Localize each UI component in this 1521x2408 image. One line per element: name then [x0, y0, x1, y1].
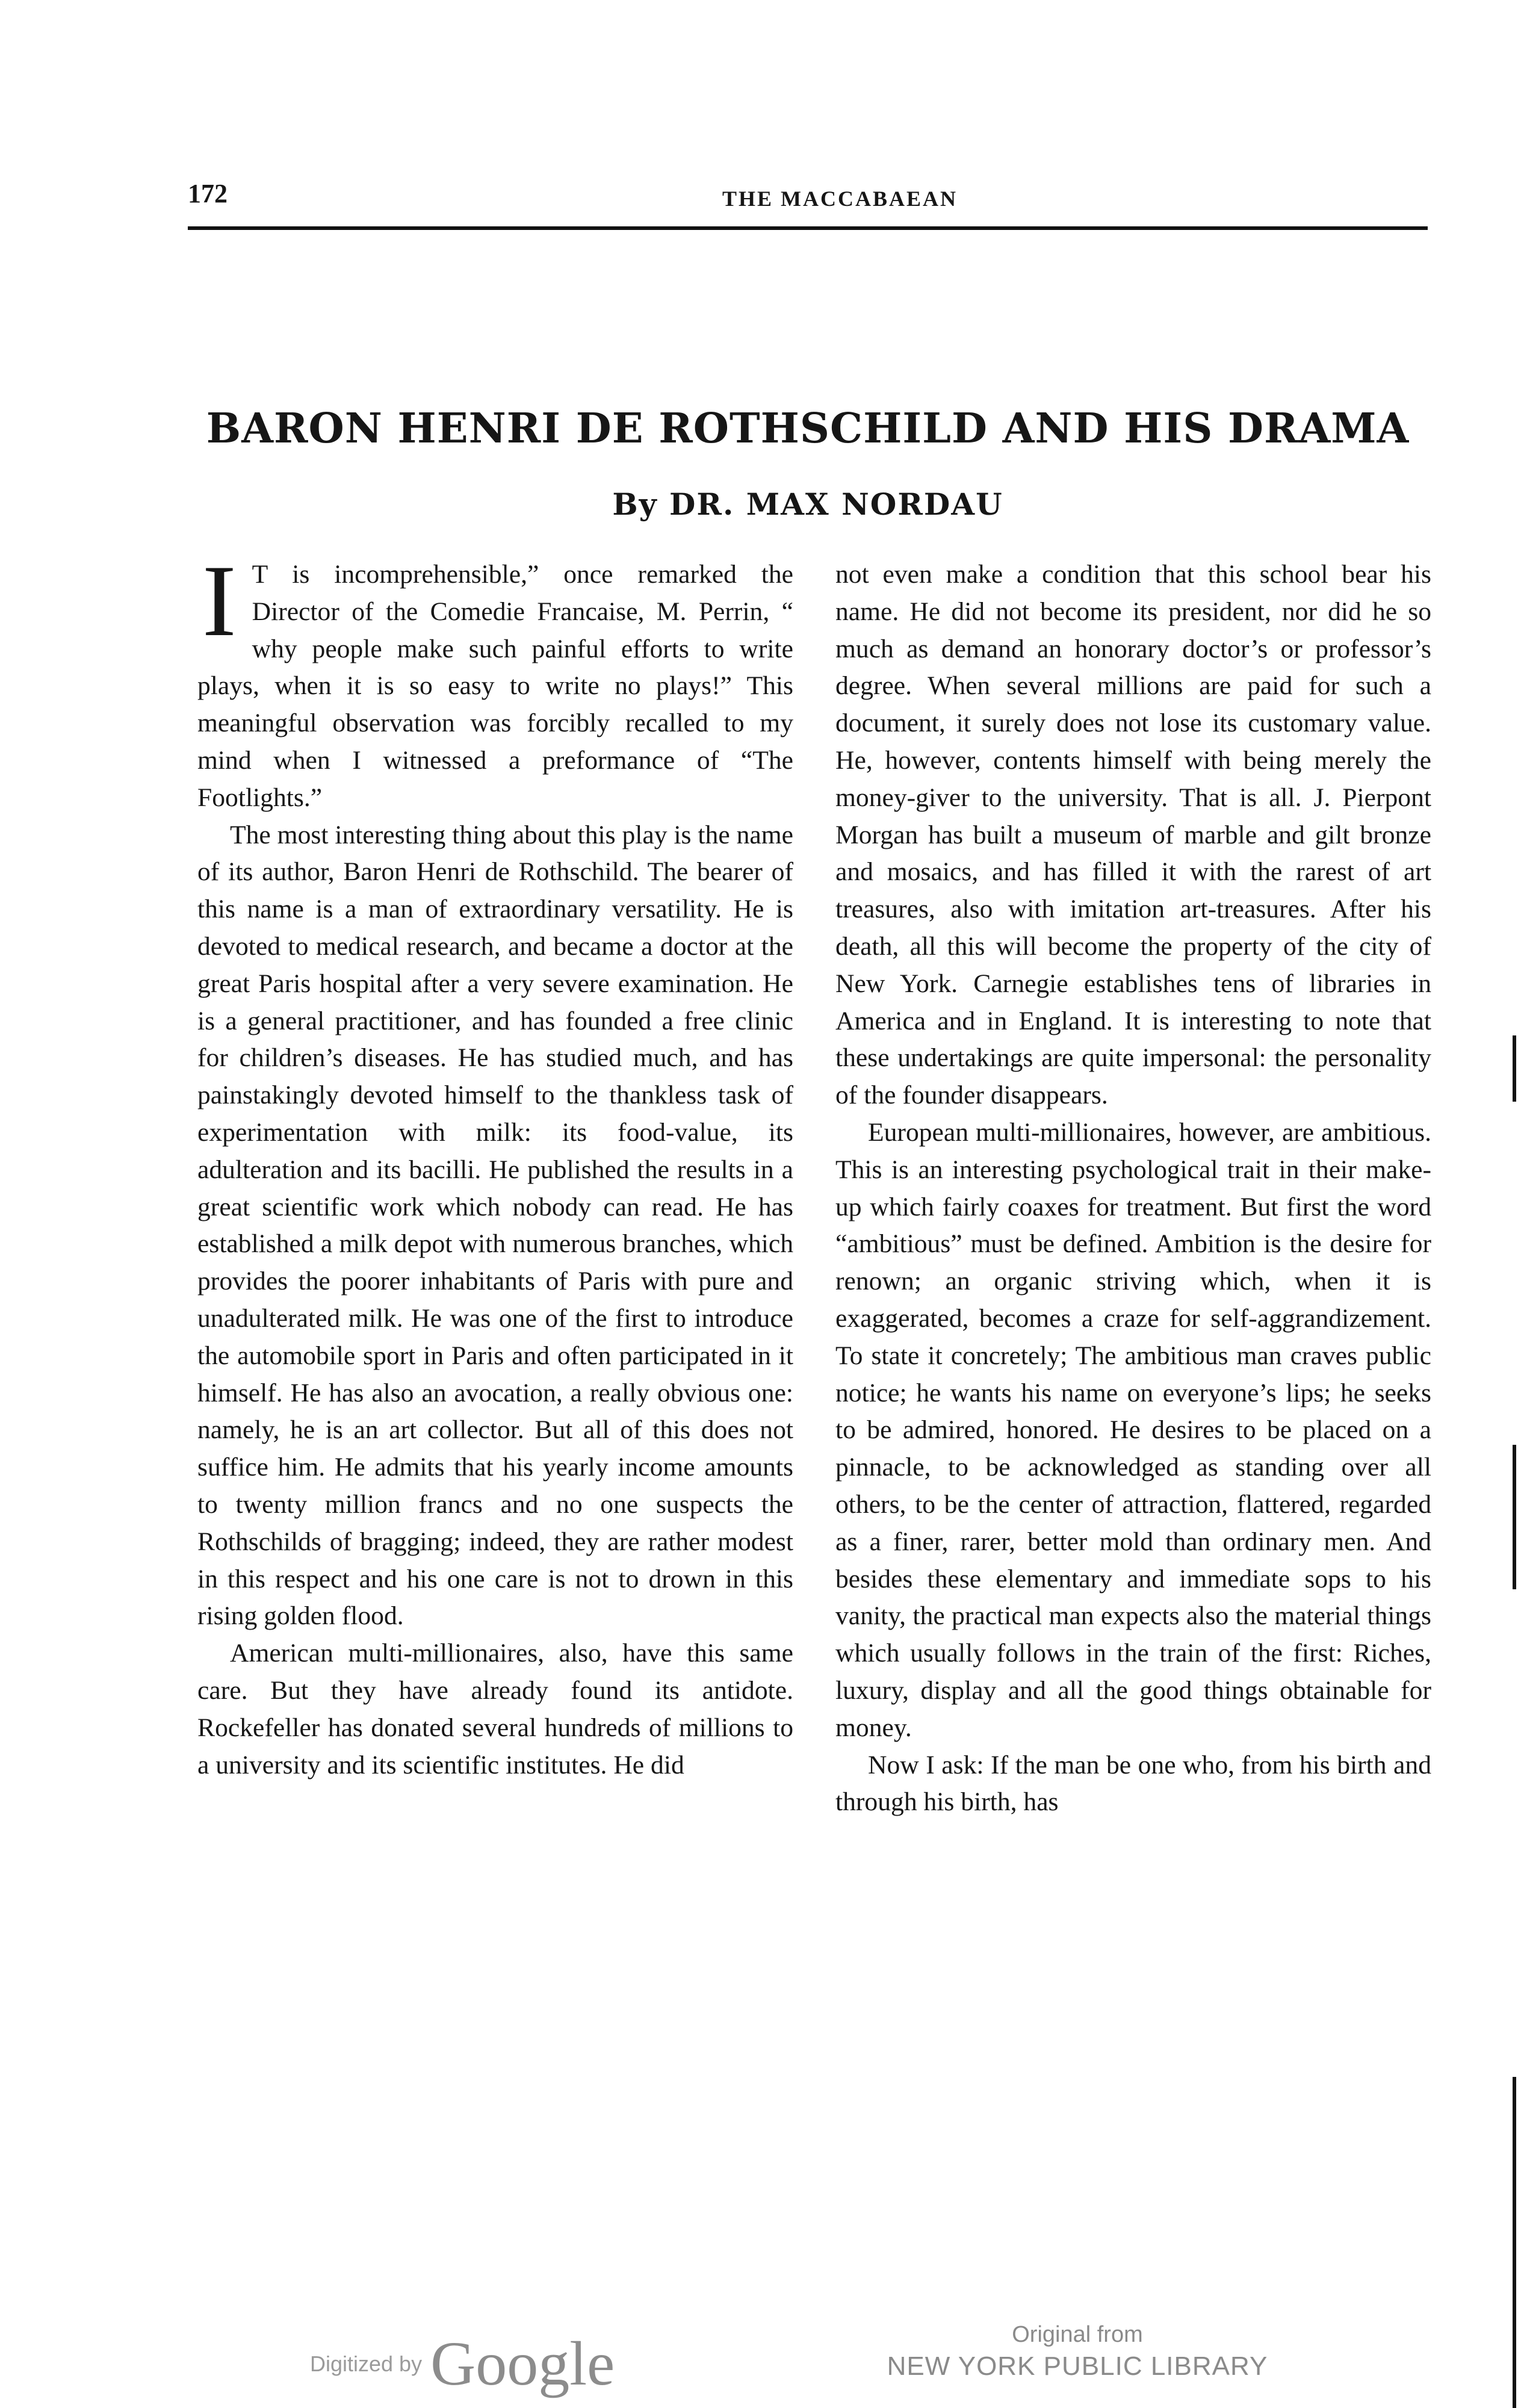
paragraph-text: T is incomprehensible,” once remarked the Director of the Comedie Francaise, M. Perrin, “ why people make such painful efforts to write plays, when it is so easy to write no plays!” This meaningful observation was forcibly recalled to my mind when I witnessed a preformance of “The Footlights.” — [197, 560, 793, 812]
drop-cap: I — [202, 544, 237, 657]
article-title: BARON HENRI DE ROTHSCHILD AND HIS DRAMA — [206, 405, 1410, 453]
scan-edge-mark — [1513, 1035, 1516, 1102]
paragraph: Now I ask: If the man be one who, from his birth and through his birth, has — [835, 1750, 1431, 1817]
paragraph: The most interesting thing about this play is the name of its author, Baron Henri de Rothschild. The bearer of this name is a man of extraordinary versatility. He is devoted to medical research, and became a doctor at the great Paris hospital after a very severe examination. He is a general practitioner, and has founded a free clinic for children’s diseases. He has studied much, and has painstakingly devoted himself to the thankless task of experimentation with milk: its food-value, its adulteration and its bacilli. He published the results in a great scientific work which nobody can read. He has established a milk depot with numerous branches, which provides the poorer inhabitants of Paris with pure and unadulterated milk. He was one of the first to introduce the automobile sport in Paris and often participated in it himself. He has also an avocation, a really obvious one: namely, he is an art collector. But all of this does not suffice him. He admits that his yearly income amounts to twenty million francs and no one suspects the Rothschilds of bragging; indeed, they are rather modest in this respect and his one care is not to drown in this rising golden flood. — [197, 820, 793, 1631]
paragraph — [197, 544, 793, 817]
left-column — [197, 544, 793, 1784]
scan-edge-mark — [1513, 1445, 1516, 1589]
google-logo: Google — [430, 2329, 615, 2398]
paragraph: not even make a condition that this school bear his name. He did not become its president, nor did he so much as demand an honorary doctor’s or professor’s degree. When several millions are paid for such a document, it surely does not lose its customary value. He, however, contents himself with being merely the money-giver to the university. That is all. J. Pierpont Morgan has built a museum of marble and gilt bronze and mosaics, and has filled it with the rarest of art treasures, also with imitation art-treasures. After his death, all this will become the property of the city of New York. Carnegie establishes tens of libraries in America and in England. It is interesting to note that these undertakings are quite impersonal: the personality of the founder disappears. — [835, 560, 1431, 1110]
original-source — [879, 2321, 1276, 2383]
page-number: 172 — [188, 179, 228, 208]
paragraph: European multi-millionaires, however, are ambitious. This is an interesting psychological trait in their make-up which fairly coaxes for treatment. But first the word “ambitious” must be defined. Ambition is the desire for renown; an organic striving which, when it is exaggerated, becomes a craze for self-aggrandizement. To state it concretely; The ambitious man craves public notice; he wants his name on everyone’s lips; he seeks to be admired, honored. He desires to be placed on a pinnacle, to be acknowledged as standing over all others, to be the center of attraction, flattered, regarded as a finer, rarer, better mold than ordinary men. And besides these elementary and immediate sops to his vanity, the practical man expects also the material things which usually follows in the train of the first: Riches, luxury, display and all the good things obtainable for money. — [835, 1117, 1431, 1742]
digitized-by-google — [310, 2329, 615, 2398]
scan-edge-mark — [1513, 2077, 1516, 2408]
header-rule — [188, 226, 1428, 230]
library-name: NEW YORK PUBLIC LIBRARY — [887, 2351, 1268, 2381]
byline: By DR. MAX NORDAU — [612, 486, 1003, 522]
original-from-label: Original from — [1012, 2322, 1143, 2347]
running-title: THE MACCABAEAN — [722, 187, 958, 211]
paragraph: American multi-millionaires, also, have this same care. But they have already found its antidote. Rockefeller has donated several hundreds of millions to a university and its scientific institutes. He did — [197, 1639, 793, 1780]
right-column — [835, 556, 1431, 1821]
digitized-label: Digitized by — [310, 2351, 423, 2376]
